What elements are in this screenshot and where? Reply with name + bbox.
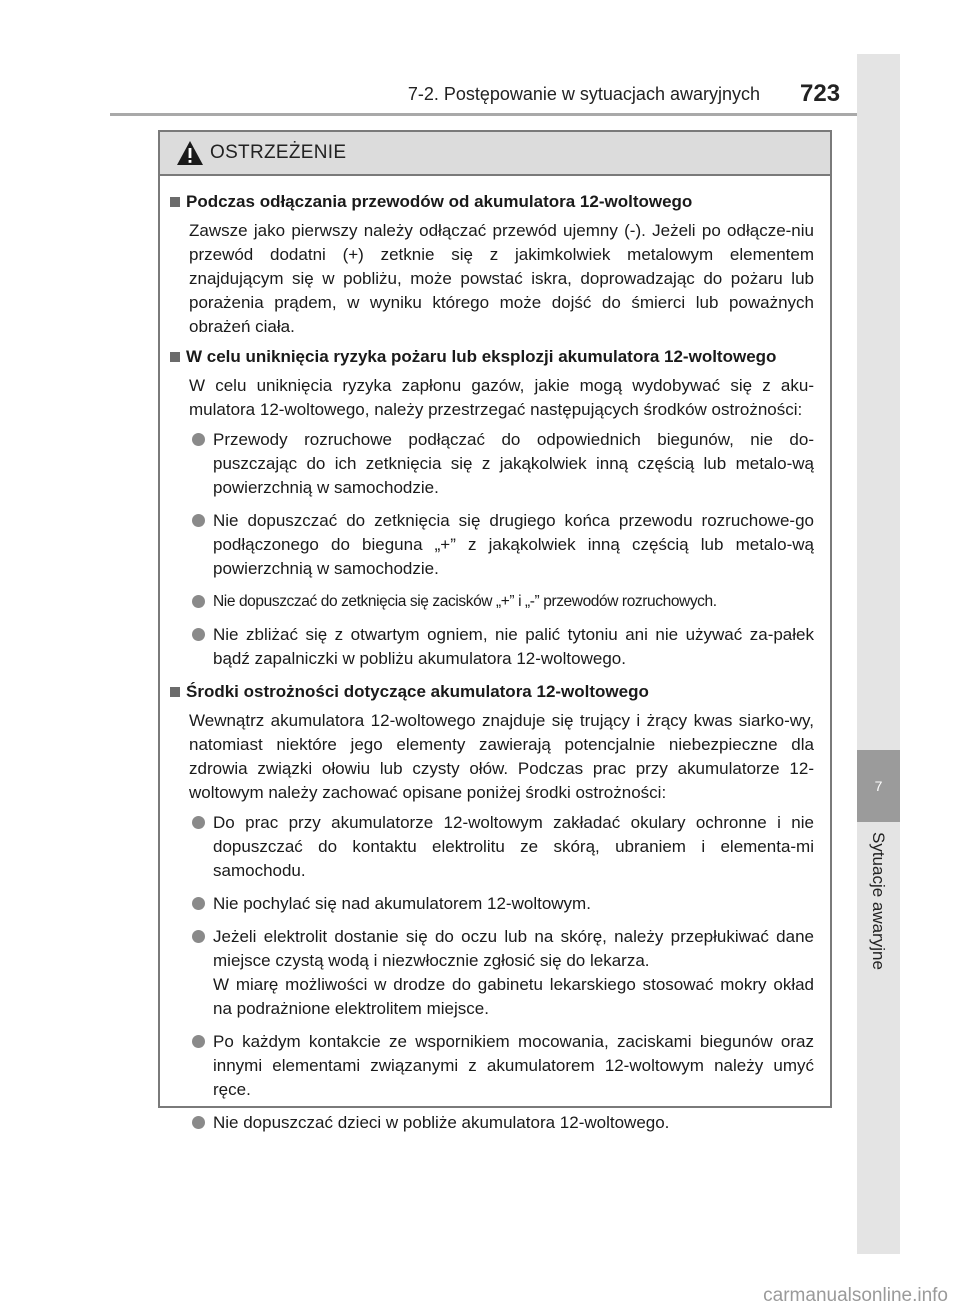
round-bullet-icon: [192, 1116, 205, 1129]
section-paragraph: W celu uniknięcia ryzyka zapłonu gazów, jakie mogą wydobywać się z aku-mulatora 12-woltowego, należy przestrzegać następujących środków ostrożności:: [189, 376, 814, 419]
warning-header: [160, 132, 830, 176]
list-item-text: Nie dopuszczać do zetknięcia się zacisków „+” i „-” przewodów rozruchowych.: [213, 593, 717, 610]
list-item-text: Po każdym kontakcie ze wspornikiem mocowania, zaciskami biegunów oraz innymi elementami związanymi z akumulatorem 12-woltowym należy umyć ręce.: [213, 1032, 814, 1099]
section-heading-text: W celu uniknięcia ryzyka pożaru lub eksplozji akumulatora 12-woltowego: [186, 347, 777, 366]
square-bullet-icon: [170, 687, 180, 697]
list-item-text: Nie dopuszczać do zetknięcia się drugiego końca przewodu rozruchowe-go podłączonego do bieguna „+” z jakąkolwiek inną częścią lub metalo-wą powierzchnią w samochodzie.: [213, 511, 814, 578]
list-item-text: Jeżeli elektrolit dostanie się do oczu lub na skórę, należy przepłukiwać dane miejsce czystą wodą i niezwłocznie zgłosić się do lekarza.: [213, 927, 814, 970]
list-item: [189, 811, 814, 883]
side-tab: [857, 54, 900, 1254]
square-bullet-icon: [170, 197, 180, 207]
bullet-list: [189, 428, 814, 671]
section-heading: [168, 190, 814, 214]
round-bullet-icon: [192, 433, 205, 446]
warning-box: [158, 130, 832, 1132]
square-bullet-icon: [170, 352, 180, 362]
list-item: [189, 509, 814, 581]
chapter-label: Sytuacje awaryjne: [869, 832, 888, 970]
header-rule: [110, 113, 900, 116]
bullet-list: [189, 811, 814, 1135]
section-heading: [168, 345, 814, 369]
list-item: [189, 925, 814, 1021]
list-item-text: Nie dopuszczać dzieci w pobliże akumulatora 12-woltowego.: [213, 1113, 670, 1132]
section-paragraph: Wewnątrz akumulatora 12-woltowego znajduje się trujący i żrący kwas siarko-wy, natomiast niektóre jego elementy zawierają potencjalnie niebezpieczne dla zdrowia związki ołowiu lub czysty ołów. Podczas prac przy akumulatorze 12-woltowym należy zachować opisane poniżej środki ostrożności:: [189, 711, 814, 802]
list-item: [189, 428, 814, 500]
round-bullet-icon: [192, 514, 205, 527]
list-item-text-wrap: [213, 925, 814, 1021]
warning-body: [160, 176, 830, 1135]
chapter-number-tab: 7: [857, 750, 900, 822]
round-bullet-icon: [192, 897, 205, 910]
section-heading: [168, 680, 814, 704]
list-item: [189, 892, 814, 916]
warning-title: OSTRZEŻENIE: [210, 142, 347, 163]
section-title: 7-2. Postępowanie w sytuacjach awaryjnych: [407, 84, 760, 104]
section-paragraph: Zawsze jako pierwszy należy odłączać przewód ujemny (-). Jeżeli po odłącze-niu przewód dodatni (+) zetknie się z jakimkolwiek metalowym elementem znajdującym się w pobliżu, może powstać iskra, doprowadzając do pożaru lub porażenia prądem, w wyniku którego może dojść do śmierci lub poważnych obrażeń ciała.: [189, 221, 814, 336]
sub-note: W miarę możliwości w drodze do gabinetu lekarskiego stosować mokry okład na podrażnione elektrolitem miejsce.: [213, 975, 814, 1018]
section-heading-text: Podczas odłączania przewodów od akumulatora 12-woltowego: [186, 192, 693, 211]
list-item: [189, 590, 814, 614]
section-heading-text: Środki ostrożności dotyczące akumulatora 12-woltowego: [186, 682, 649, 701]
round-bullet-icon: [192, 1035, 205, 1048]
round-bullet-icon: [192, 628, 205, 641]
list-item-text: Przewody rozruchowe podłączać do odpowiednich biegunów, nie do-puszczając do ich zetknięcia się z jakąkolwiek inną częścią lub metalo-wą powierzchnią w samochodzie.: [213, 430, 814, 497]
list-item: [189, 1030, 814, 1102]
watermark: carmanualsonline.info: [763, 1285, 948, 1306]
list-item-text: Nie pochylać się nad akumulatorem 12-woltowym.: [213, 894, 591, 913]
round-bullet-icon: [192, 595, 205, 608]
warning-triangle-icon: [176, 140, 204, 166]
round-bullet-icon: [192, 816, 205, 829]
round-bullet-icon: [192, 930, 205, 943]
list-item: [189, 1111, 814, 1135]
list-item-text: Nie zbliżać się z otwartym ogniem, nie palić tytoniu ani nie używać za-pałek bądź zapalniczki w pobliżu akumulatora 12-woltowego.: [213, 625, 814, 668]
list-item: [189, 623, 814, 671]
list-item-text: Do prac przy akumulatorze 12-woltowym zakładać okulary ochronne i nie dopuszczać do kontaktu elektrolitu ze skórą, ubraniem i elementa-mi samochodu.: [213, 813, 814, 880]
page-number: 723: [800, 80, 841, 107]
